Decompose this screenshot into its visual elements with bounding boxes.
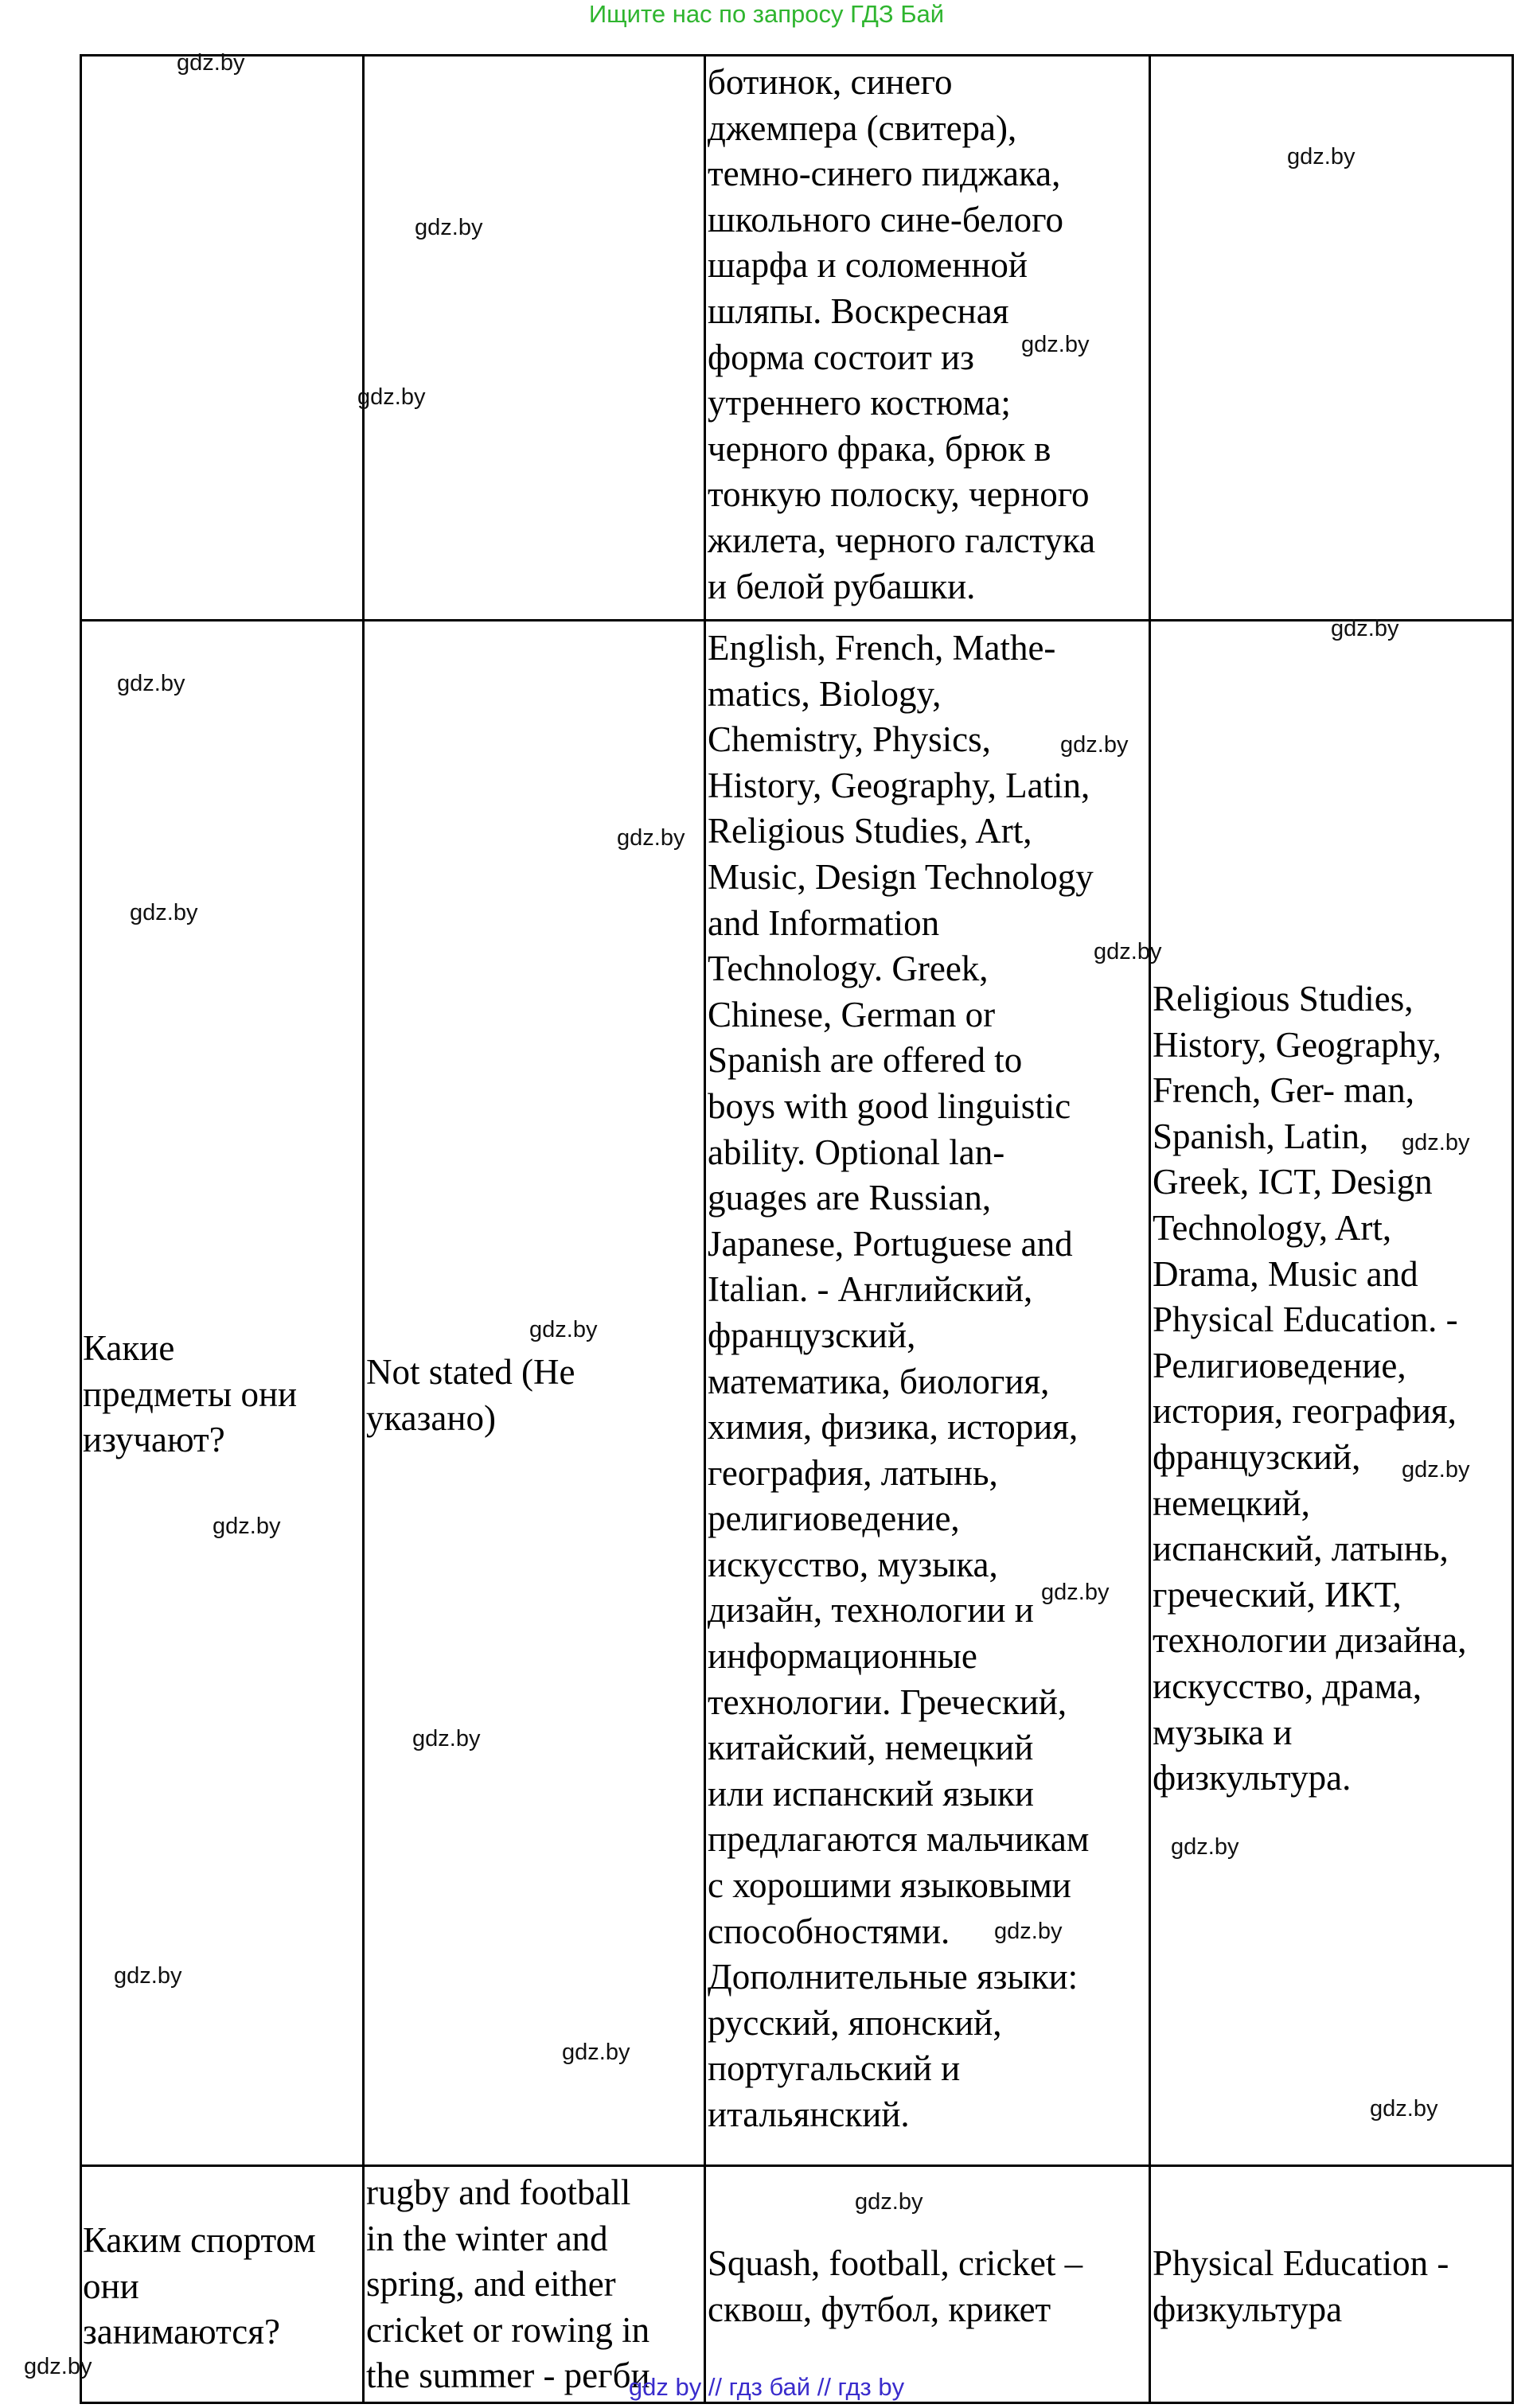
- table-cell-sports-col2: rugby and football in the winter and spring, and either cricket or rowing in the summer - регби: [366, 2172, 650, 2396]
- watermark: gdz.by: [1094, 939, 1162, 964]
- watermark: gdz.by: [1402, 1457, 1470, 1483]
- watermark: gdz.by: [1370, 2096, 1438, 2122]
- watermark: gdz.by: [117, 671, 185, 696]
- watermark: gdz.by: [617, 825, 685, 851]
- watermark: gdz.by: [994, 1919, 1063, 1944]
- table-cell-subjects-col3: English, French, Mathe- matics, Biology, Chemistry, Physics, History, Geography, Latin, Religious Studies, Art, Music, Design Technology and Information Technology. Greek, Chinese, German or Spanish are offered to boys with good linguistic ability. Optional lan- guages are Russian, Japanese, Portuguese and Italian. - Английский, французский, математика, биология, химия, физика, история, география, латынь, религиоведение, искусство, музыка, дизайн, технологии и информационные технологии. Греческий, китайский, немецкий или испанский языки предлагаются мальчикам с хорошими языковыми способностями. Дополнительные языки: русский, японский, португальский и итальянский.: [708, 628, 1094, 2134]
- search-hint-link[interactable]: Ищите нас по запросу ГДЗ Бай: [588, 0, 945, 28]
- watermark: gdz.by: [1402, 1130, 1470, 1155]
- watermark: gdz.by: [1021, 332, 1090, 357]
- table-column-divider: [1149, 54, 1151, 2404]
- table-cell-subjects-question: Какие предметы они изучают?: [83, 1328, 298, 1460]
- watermark: gdz.by: [412, 1726, 481, 1751]
- table-cell-uniform-description: ботинок, синего джемпера (свитера), темно-синего пиджака, школьного сине-белого шарфа и соломенной шляпы. Воскресная форма состоит из утреннего костюма; черного фрака, брюк в тонкую полоску, черного жилета, черного галстука и белой рубашки.: [708, 62, 1096, 606]
- watermark: gdz.by: [1171, 1834, 1239, 1860]
- watermark: gdz.by: [1331, 616, 1399, 641]
- watermark: gdz.by: [1060, 732, 1129, 758]
- watermark: gdz.by: [529, 1317, 598, 1342]
- table-border-right: [1512, 54, 1514, 2404]
- footer-site-links[interactable]: gdz by // гдз бай // гдз by: [628, 2373, 905, 2401]
- table-cell-sports-col4: Physical Education - физкультура: [1153, 2243, 1449, 2329]
- table-border-top: [80, 54, 1514, 56]
- table-cell-sports-col3: Squash, football, cricket – сквош, футбол, крикет: [708, 2243, 1083, 2329]
- watermark: gdz.by: [213, 1514, 281, 1539]
- table-row-divider: [80, 2164, 1514, 2167]
- watermark: gdz.by: [24, 2354, 92, 2379]
- watermark: gdz.by: [562, 2040, 630, 2065]
- watermark: gdz.by: [415, 215, 483, 240]
- watermark: gdz.by: [357, 384, 426, 410]
- watermark: gdz.by: [130, 900, 198, 925]
- table-border-left: [80, 54, 82, 2404]
- table-cell-subjects-col2: Not stated (Не указано): [366, 1352, 575, 1438]
- watermark: gdz.by: [114, 1963, 182, 1989]
- watermark: gdz.by: [177, 50, 245, 76]
- table-cell-sports-question: Каким спортом они занимаются?: [83, 2220, 316, 2352]
- table-column-divider: [704, 54, 706, 2404]
- table-cell-subjects-col4: Religious Studies, History, Geography, French, Ger- man, Spanish, Latin, Greek, ICT, Design Technology, Art, Drama, Music and Physical Education. - Религиоведение, история, география, французский, немецкий, испанский, латынь, греческий, ИКТ, технологии дизайна, искусство, драма, музыка и физкультура.: [1153, 979, 1467, 1798]
- table-row-divider: [80, 619, 1514, 621]
- watermark: gdz.by: [1287, 144, 1356, 169]
- watermark: gdz.by: [1041, 1580, 1110, 1605]
- watermark: gdz.by: [855, 2189, 923, 2215]
